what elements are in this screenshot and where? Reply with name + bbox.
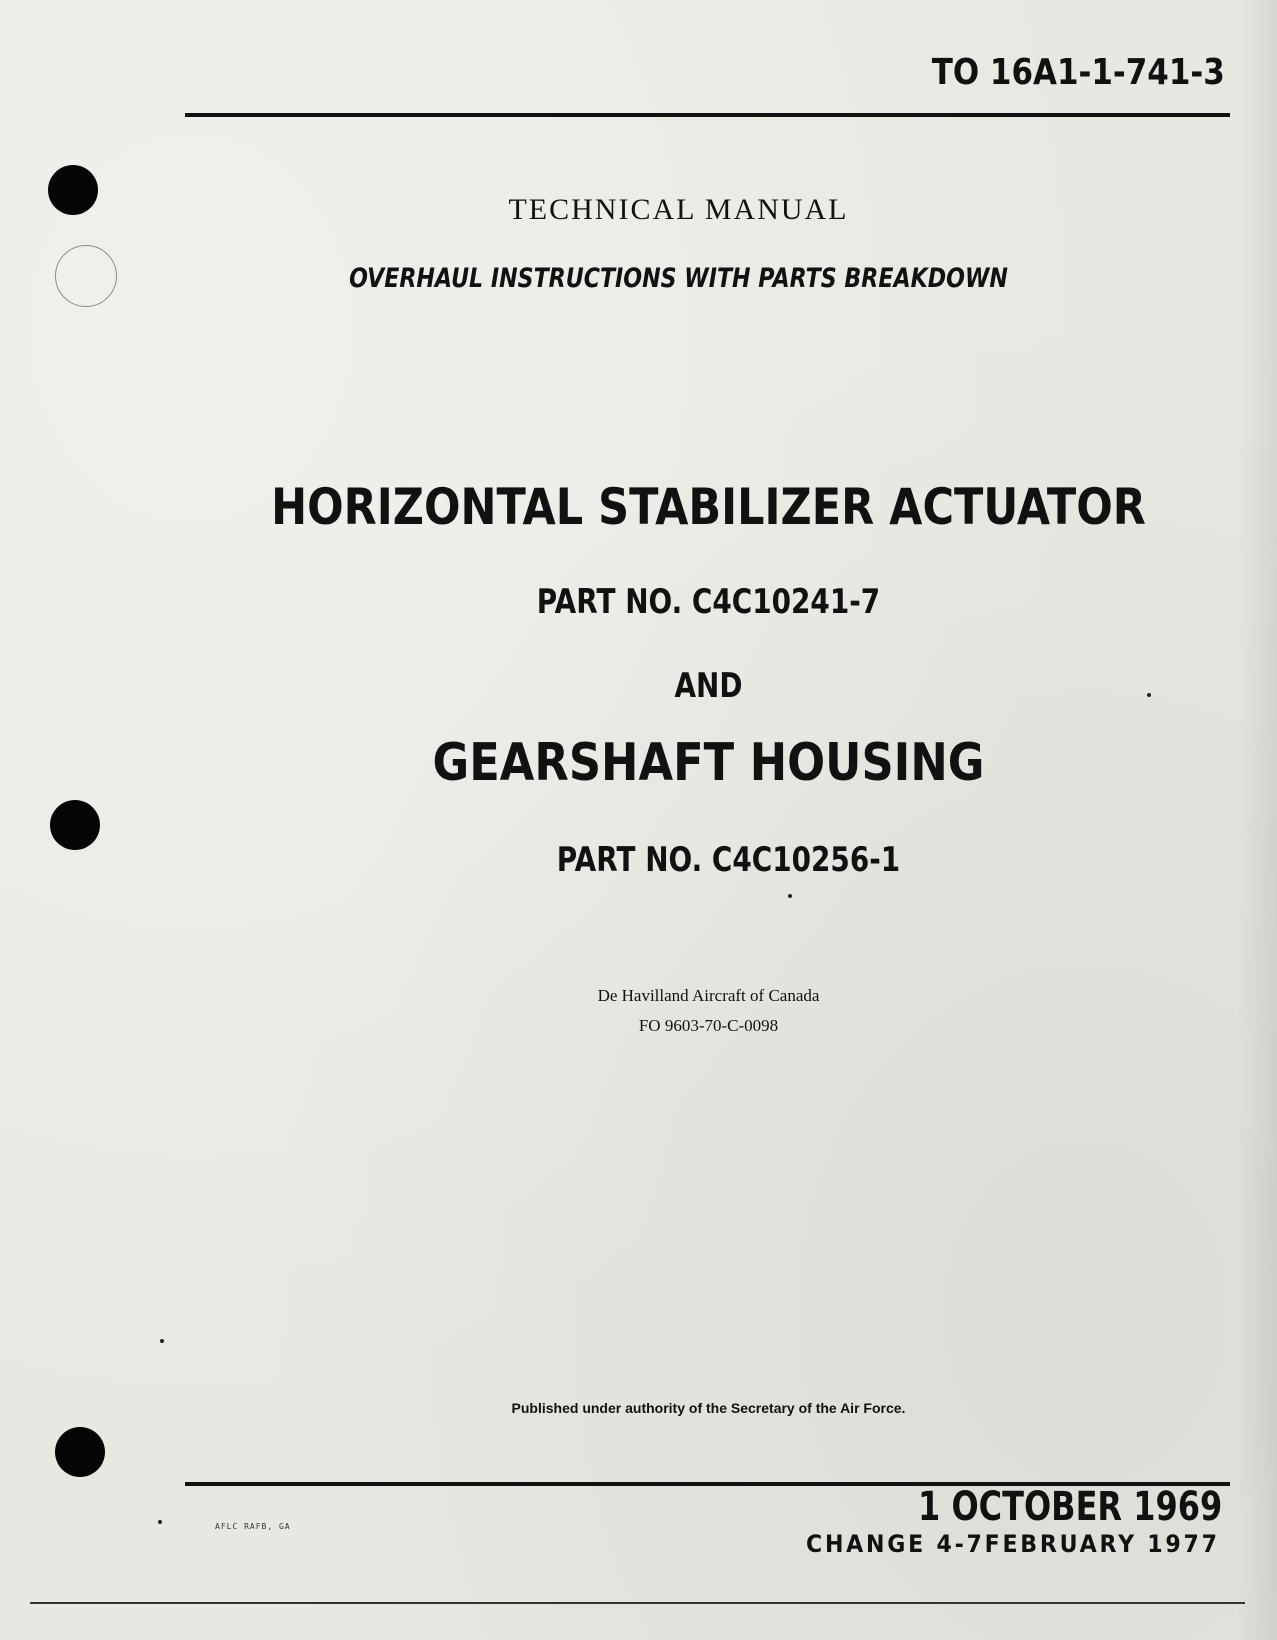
manual-subtitle: OVERHAUL INSTRUCTIONS WITH PARTS BREAKDOWN [349, 263, 1008, 294]
issue-date: 1 OCTOBER 1969 [917, 1484, 1222, 1530]
printer-mark: AFLC RAFB, GA [215, 1522, 291, 1531]
speck [788, 894, 792, 898]
part-number-secondary: PART NO. C4C10256-1 [556, 840, 901, 880]
punch-hole-bottom [55, 1427, 105, 1477]
punch-hole-middle [50, 800, 100, 850]
speck [160, 1339, 164, 1343]
title-conjunction: AND [674, 666, 743, 706]
contract-number: FO 9603-70-C-0098 [638, 1016, 779, 1035]
document-type: TECHNICAL MANUAL [508, 193, 849, 226]
speck [158, 1520, 162, 1524]
title-primary: HORIZONTAL STABILIZER ACTUATOR [271, 478, 1146, 536]
bottom-edge-line [30, 1602, 1245, 1604]
title-secondary: GEARSHAFT HOUSING [432, 733, 985, 793]
technical-order-number: TO 16A1-1-741-3 [931, 52, 1225, 93]
punch-ring-top [55, 245, 117, 307]
page-edge-shadow [1237, 0, 1277, 1640]
change-notice: CHANGE 4-7FEBRUARY 1977 [806, 1530, 1220, 1558]
manufacturer: De Havilland Aircraft of Canada [597, 986, 820, 1005]
publication-authority: Published under authority of the Secretary of the Air Force. [511, 1400, 906, 1416]
part-number-primary: PART NO. C4C10241-7 [536, 582, 881, 622]
header-rule [185, 113, 1230, 117]
